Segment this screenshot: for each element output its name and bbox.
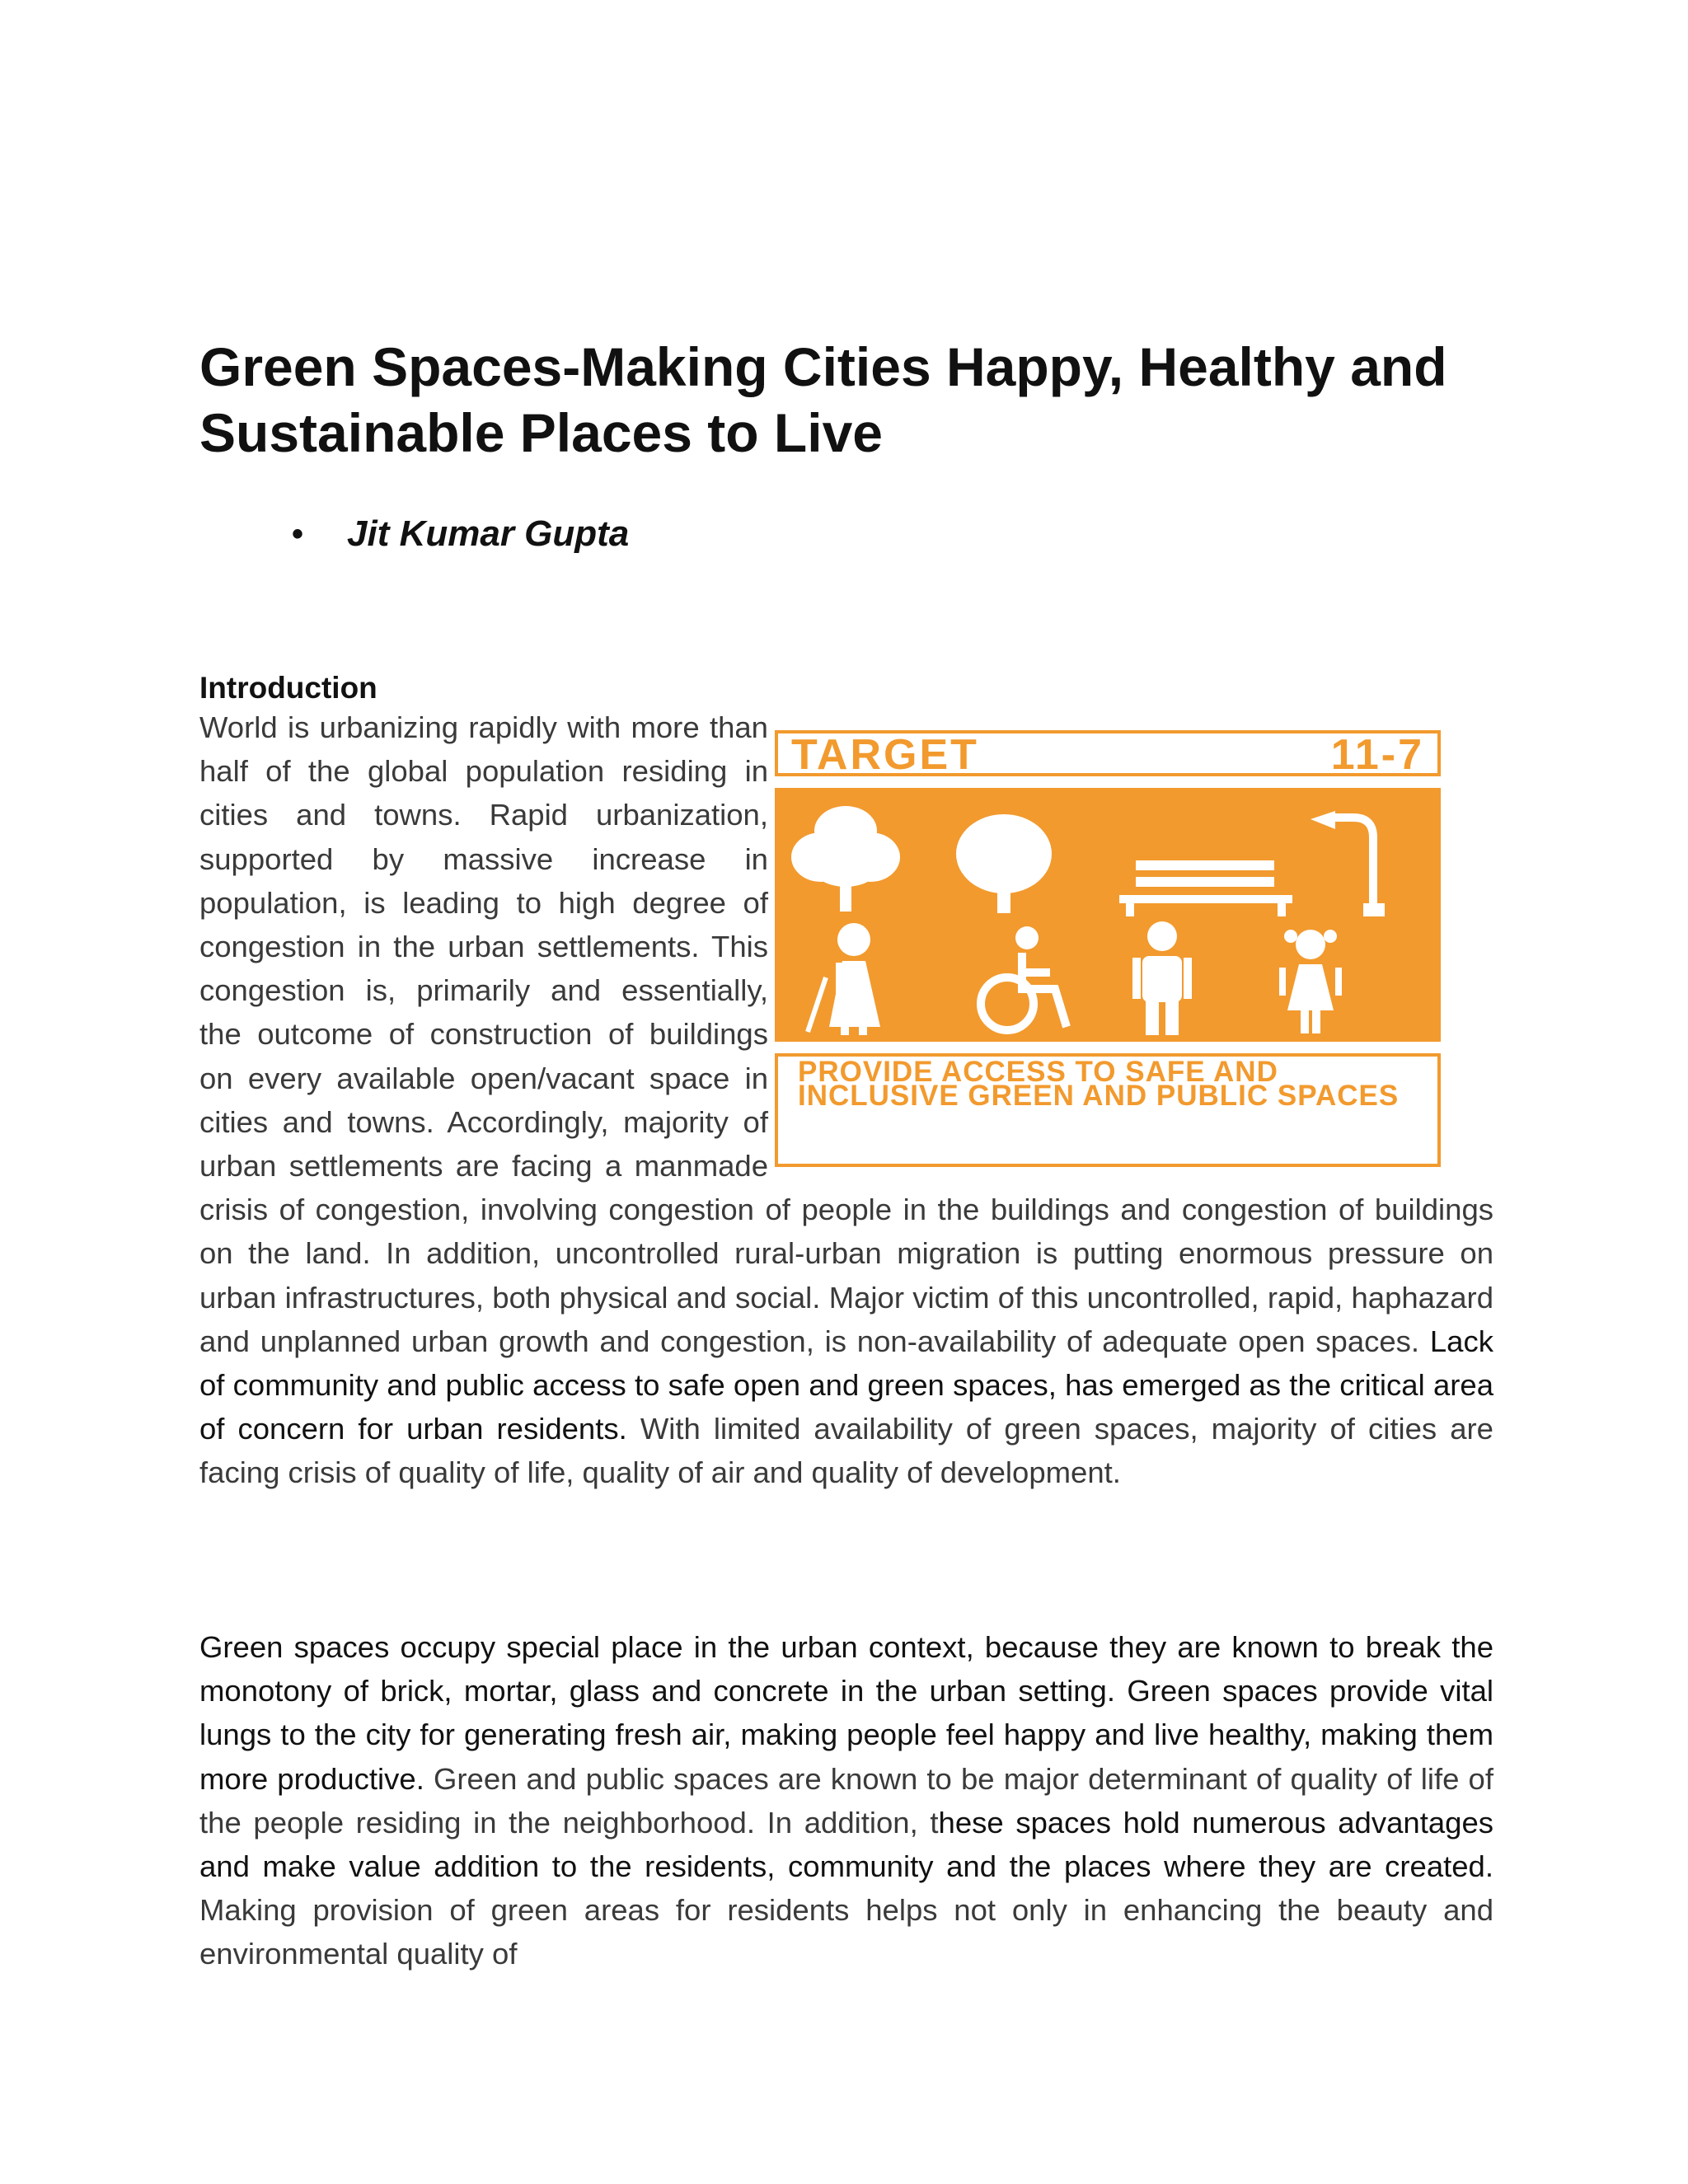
author-line xyxy=(292,511,630,557)
green-spaces-paragraph xyxy=(199,1625,1493,1976)
author-name: Jit Kumar Gupta xyxy=(347,513,630,554)
bullet-icon: • xyxy=(292,516,304,552)
intro-text-part2: Lack of community and public access to safe open and green spaces, has emerged as the critical area of concern for urban residents. xyxy=(199,1324,1493,1446)
target-label: TARGET xyxy=(791,731,979,779)
section-heading-introduction: Introduction xyxy=(199,671,377,705)
intro-paragraph xyxy=(199,705,1493,1495)
intro-text-part1: World is urbanizing rapidly with more than half of the global population residing in cities and towns. Rapid urbanization, supported by massive increase in population, is leading to high degree of congestion in the urban settlements. This congestion is, primarily and essentially, the outcome of construction of buildings on every available open/vacant space in cities and towns. Accordingly, majority of urban settlements are facing a manmade crisis of congestion, involving congestion of people in the buildings and congestion of buildings on the land. In addition, uncontrolled rural-urban migration is putting enormous pressure on urban infrastructures, both physical and social. Major victim of this uncontrolled, rapid, haphazard and unplanned urban growth and congestion, is non-availability of adequate open spaces. xyxy=(199,710,1493,1358)
para2-text-part4: Making provision of green areas for residents helps not only in enhancing the beauty and environmental quality of xyxy=(199,1893,1493,1971)
para2-text-part2: Green and public spaces are known to be major determinant of quality of life of the people residing in the neighborhood. In addition, t xyxy=(199,1761,1493,1840)
intro-text-part3: With limited availability of green spaces, majority of cities are facing crisis of quality of life, quality of air and quality of development. xyxy=(199,1412,1493,1490)
document-title: Green Spaces-Making Cities Happy, Healthy and Sustainable Places to Live xyxy=(199,336,1447,463)
target-caption: PROVIDE ACCESS TO SAFE AND INCLUSIVE GREEN AND PUBLIC SPACES xyxy=(798,1056,1400,1112)
figure-wrap-spacer xyxy=(768,705,1493,1146)
target-number: 11-7 xyxy=(1330,731,1424,779)
para2-text-part1: Green spaces occupy special place in the urban context, because they are known to break the monotony of brick, mortar, glass and concrete in the urban setting. Green spaces provide vital lungs to the city for generating fresh air, making people feel happy and live healthy, making them more productive. xyxy=(199,1630,1493,1796)
para2-text-part3: hese spaces hold numerous advantages and make value addition to the residents, community and the places where they are created. xyxy=(199,1805,1493,1884)
